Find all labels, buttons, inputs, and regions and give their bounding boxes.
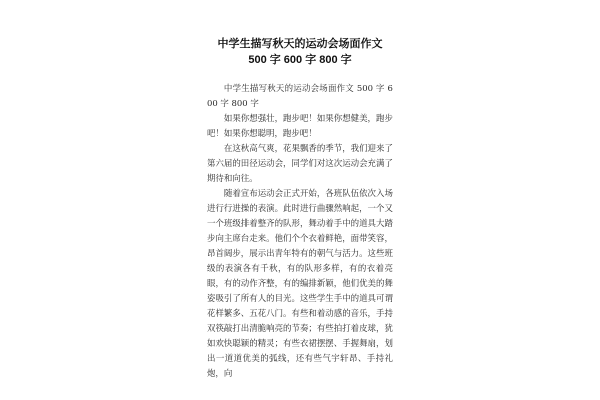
- essay-paragraph-autumn: 在这秋高气爽，花果飘香的季节，我们迎来了第六届的田径运动会，同学们对这次运动会充满了期待和向往。: [207, 143, 393, 183]
- title-line-1: 中学生描写秋天的运动会场面作文: [217, 38, 383, 50]
- essay-body: [207, 81, 393, 381]
- essay-paragraph-intro: 中学生描写秋天的运动会场面作文 500 字 600 字 800 字: [207, 83, 393, 108]
- essay-paragraph-opening: 随着宣布运动会正式开始，各班队伍依次入场进行行进操的表演。此时进行曲骤然响起，一个又一个班级排着整齐的队形，舞动着手中的道具大踏步向主席台走来。他们个个衣着鲜艳，面带笑容，昂首阔步，展示出青年特有的朝气与活力。这些班级的表演各有千秋，有的队形多样，有的衣着亮眼，有的动作齐整，有的编排新颖，他们优美的舞姿吸引了所有人的目光。这些学生手中的道具可谓花样繁多、五花八门。有些和着动感的音乐，手持双筷敲打出清脆响亮的节奏；有些拍打着皮球，犹如欢快聪颖的精灵；有些衣裙摆摆、手握舞扇，划出一道道优美的弧线，还有些气宇轩昂、手持礼炮，向: [207, 188, 393, 378]
- document-title: [0, 36, 600, 68]
- essay-paragraph-running: 如果你想强壮，跑步吧！如果你想健美，跑步吧！如果你想聪明，跑步吧！: [207, 113, 393, 138]
- title-line-2: 500 字 600 字 800 字: [248, 54, 352, 66]
